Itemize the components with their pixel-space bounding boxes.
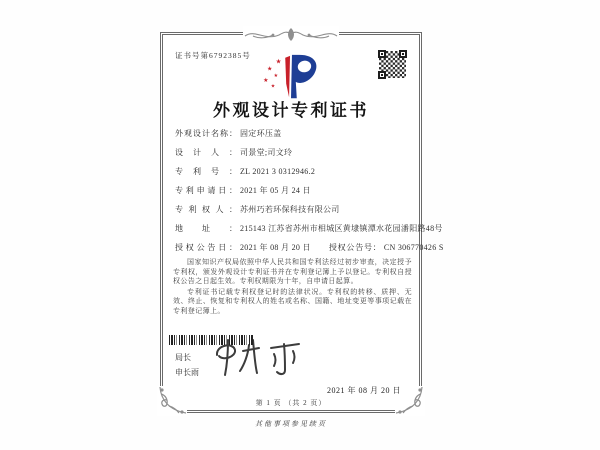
- top-border-ornament-icon: [243, 26, 339, 43]
- field-value: 215143 江苏省苏州市相城区黄埭镇潭水花园潘阳路48号: [240, 224, 443, 233]
- field-label: 授权公告号：: [328, 243, 381, 252]
- certificate-fields: [175, 128, 444, 261]
- page-number: 第 1 页 （共 2 页）: [255, 399, 327, 407]
- certificate-number: 证书号第6792385号: [175, 51, 251, 60]
- field-label: 地址：: [175, 224, 237, 233]
- field-value: CN 306770426 S: [383, 243, 444, 252]
- certificate-frame: [160, 32, 444, 413]
- field-label: 设计人：: [175, 148, 237, 157]
- svg-text:★: ★: [263, 77, 269, 84]
- field-value: ZL 2021 3 0312946.2: [240, 167, 316, 176]
- qr-finder-icon: [378, 50, 386, 58]
- field-value: 固定环压盖: [240, 129, 282, 138]
- field-value: 司景堂;司文玲: [240, 148, 293, 157]
- svg-text:★: ★: [270, 84, 276, 90]
- field-design-name: [175, 128, 411, 147]
- field-filing-date: [175, 185, 411, 204]
- continuation-note: 其他事项参见续页: [255, 420, 327, 428]
- qr-finder-icon: [378, 71, 386, 79]
- field-label: 外观设计名称：: [175, 129, 237, 138]
- field-address: [175, 223, 443, 242]
- qr-code: [379, 51, 406, 78]
- signer-title: 局长: [175, 353, 191, 362]
- field-label: 授权公告日：: [175, 243, 237, 252]
- svg-text:★: ★: [273, 74, 279, 80]
- svg-text:★: ★: [266, 66, 273, 73]
- field-patentee: [175, 204, 411, 223]
- certificate-title: 外观设计专利证书: [213, 101, 369, 120]
- signer-name: 申长雨: [175, 368, 199, 377]
- legal-paragraph-1: 国家知识产权局依照中华人民共和国专利法经过初步审查，决定授予专利权，颁发外观设计专利证书并在专利登记簿上予以登记。专利权自授权公告之日起生效。专利权期限为十年，自申请日起算。: [173, 258, 412, 286]
- field-label: 专利号：: [175, 167, 237, 176]
- qr-finder-icon: [399, 50, 407, 58]
- svg-text:★: ★: [275, 58, 282, 66]
- field-value: 2021 年 08 月 20 日: [240, 243, 311, 252]
- field-value: 2021 年 05 月 24 日: [240, 186, 311, 195]
- signer-block: [175, 350, 199, 380]
- field-patent-number: [175, 166, 411, 185]
- field-value: 苏州巧若环保科技有限公司: [240, 205, 340, 214]
- director-signature-icon: [211, 337, 311, 381]
- field-designers: [175, 147, 411, 166]
- legal-paragraph-2: 专利证书记载专利权登记时的法律状况。专利权的转移、质押、无效、终止、恢复和专利权人的姓名或名称、国籍、地址变更等事项记载在专利登记簿上。: [173, 287, 412, 315]
- issue-date: 2021 年 08 月 20 日: [327, 386, 401, 395]
- legal-text: [173, 258, 412, 317]
- field-label: 专利权人：: [175, 205, 237, 214]
- field-label: 专利申请日：: [175, 186, 237, 195]
